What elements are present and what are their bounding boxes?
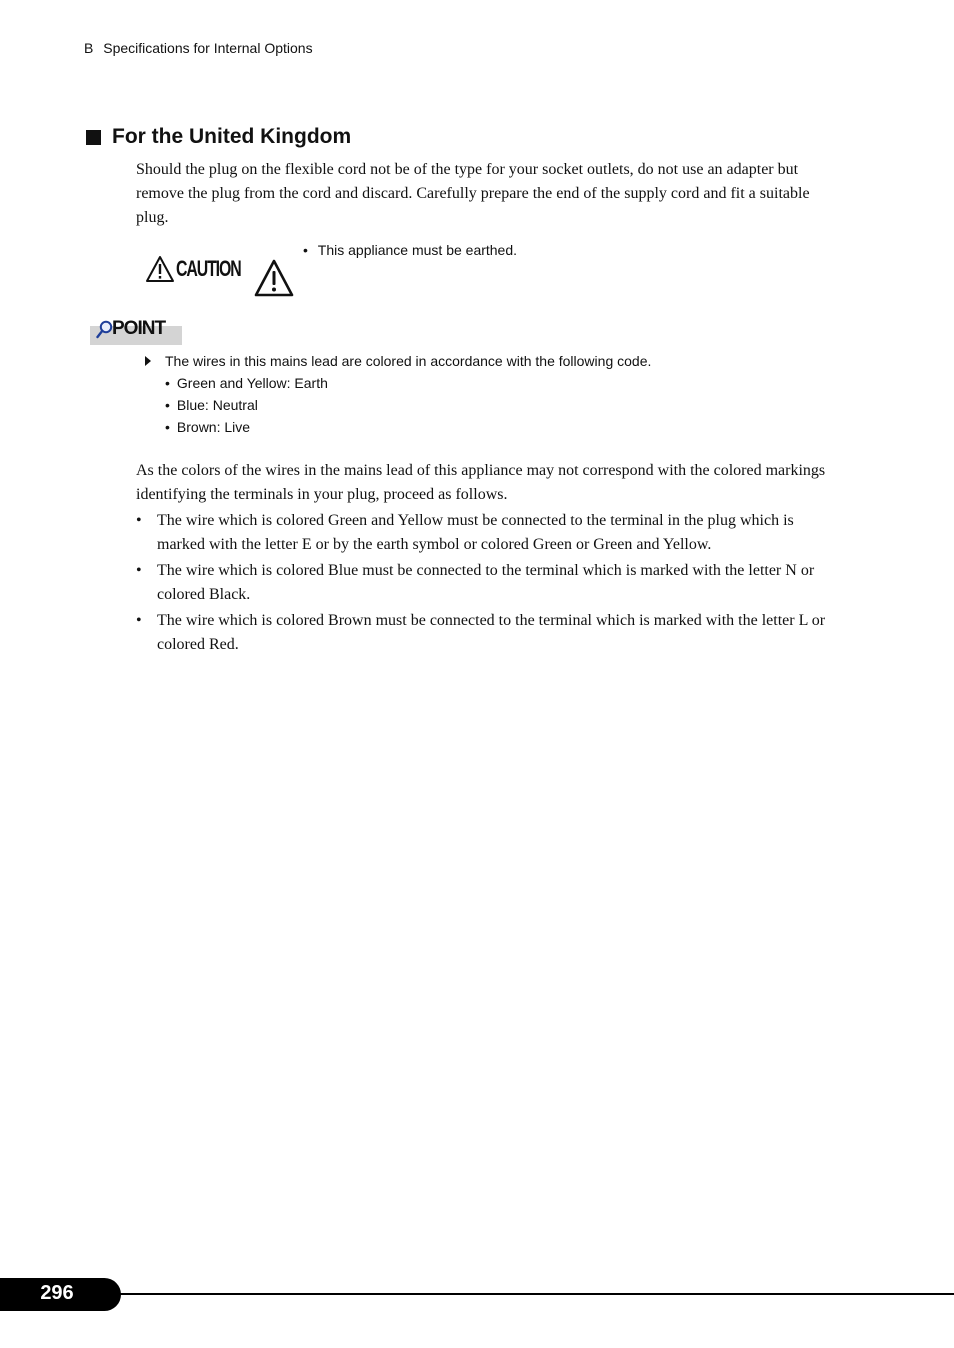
point-word: POINT xyxy=(112,318,166,339)
sub-bullet: • xyxy=(165,375,170,391)
point-main-text: The wires in this mains lead are colored in accordance with the following code. xyxy=(165,353,652,369)
caution-bullet: • xyxy=(303,242,308,258)
square-bullet-icon xyxy=(86,130,101,145)
chapter-letter: B xyxy=(84,40,94,56)
sub-item-text: Blue: Neutral xyxy=(176,397,258,413)
point-sub-item xyxy=(142,372,651,394)
caution-text xyxy=(303,242,517,258)
bullet: • xyxy=(136,612,142,629)
caution-label xyxy=(145,255,266,283)
instructions-paragraph: As the colors of the wires in the mains lead of this appliance may not correspond with the colored markings identifying the terminals in your plug, proceed as follows. xyxy=(136,462,826,503)
list-item xyxy=(136,559,836,607)
sub-bullet: • xyxy=(165,397,170,413)
point-list xyxy=(142,350,651,438)
caution-message: This appliance must be earthed. xyxy=(317,242,518,258)
section-heading xyxy=(86,125,351,149)
chapter-title: Specifications for Internal Options xyxy=(103,40,313,56)
sub-item-text: Green and Yellow: Earth xyxy=(176,375,328,391)
bullet: • xyxy=(136,562,142,579)
warning-triangle-icon xyxy=(253,258,295,298)
sub-item-text: Brown: Live xyxy=(176,419,251,435)
point-badge xyxy=(90,318,184,346)
list-item xyxy=(136,609,836,657)
list-item-text: The wire which is colored Blue must be connected to the terminal which is marked with the letter N or colored Black. xyxy=(157,562,815,603)
triangle-right-icon xyxy=(145,356,151,366)
page-number: 296 xyxy=(40,1282,74,1304)
list-item-text: The wire which is colored Green and Yellow must be connected to the terminal in the plug which is marked with the letter E or by the earth symbol or colored Green or Green and Yellow. xyxy=(157,512,794,553)
caution-word: CAUTION xyxy=(176,256,241,281)
sub-bullet: • xyxy=(165,419,170,435)
running-header xyxy=(84,40,313,56)
point-sub-item xyxy=(142,416,651,438)
caution-label-triangle-icon xyxy=(145,255,175,283)
point-main-item xyxy=(142,350,651,372)
wiring-bullet-list xyxy=(136,509,836,659)
section-title: For the United Kingdom xyxy=(112,125,352,148)
bullet: • xyxy=(136,512,142,529)
intro-paragraph: Should the plug on the flexible cord not be of the type for your socket outlets, do not use an adapter but remove the plug from the cord and discard. Carefully prepare the end of the supply cord and fit a suitable plug. xyxy=(136,161,810,226)
list-item xyxy=(136,509,836,557)
list-item-text: The wire which is colored Brown must be connected to the terminal which is marked with the letter L or colored Red. xyxy=(157,612,826,653)
point-sub-item xyxy=(142,394,651,416)
footer-rule xyxy=(110,1293,954,1295)
